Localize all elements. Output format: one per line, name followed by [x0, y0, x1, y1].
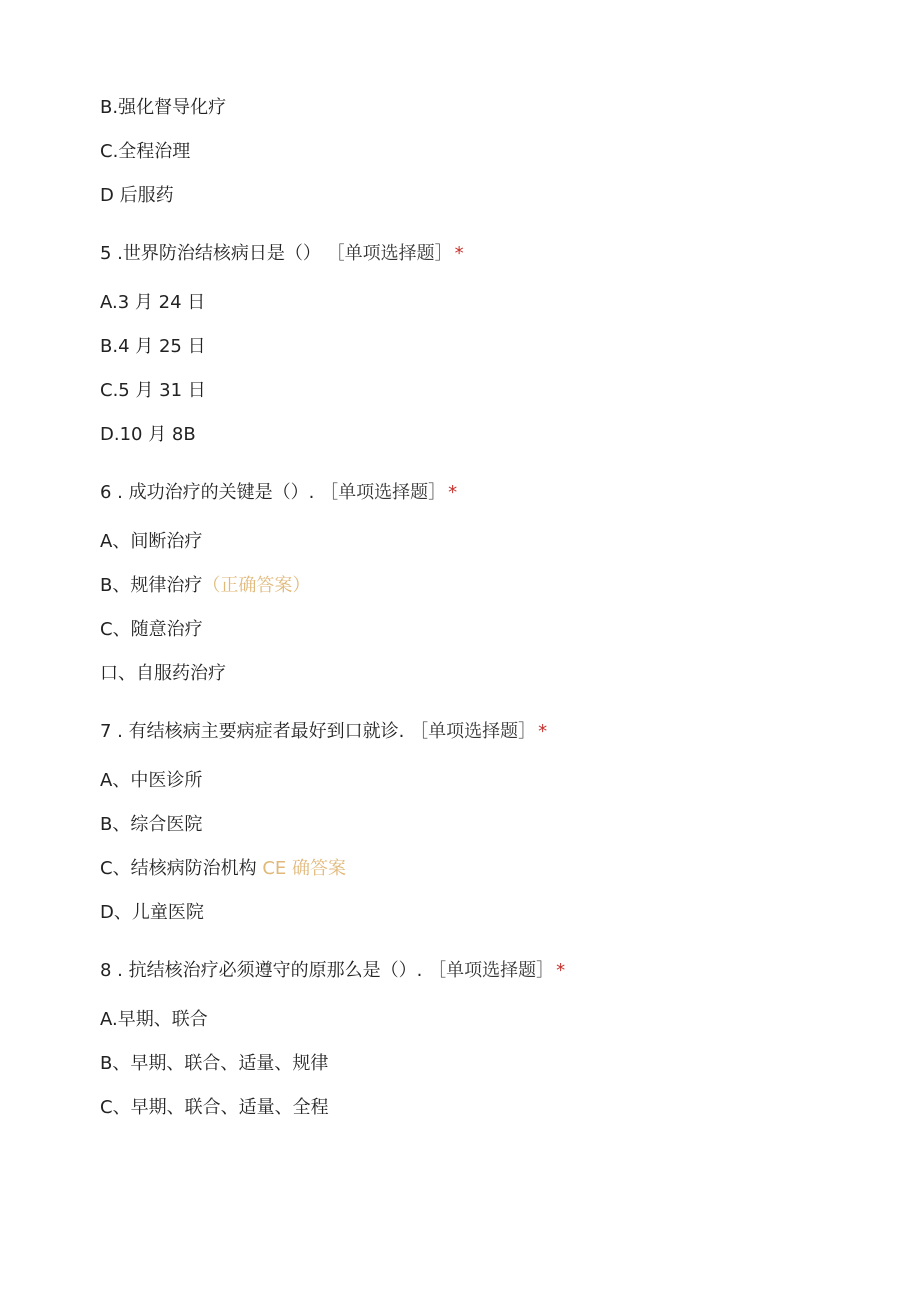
q6-option-b-label: B、规律治疗 [100, 575, 203, 596]
q5-option-c[interactable]: C.5 月 31 日 [100, 380, 206, 401]
q7-number: 7 [100, 721, 112, 742]
q7-text: . 有结核病主要病症者最好到口就诊. [111, 721, 405, 742]
q5-required-mark: * [454, 243, 464, 264]
q5-title [100, 242, 464, 266]
q7-option-a[interactable]: A、中医诊所 [100, 770, 203, 791]
q7-correct-answer-note: CE 确答案 [262, 858, 346, 879]
q7-type-tag: ［单项选择题］ [410, 721, 537, 742]
q5-option-d[interactable]: D.10 月 8B [100, 424, 196, 445]
q5-type-tag: ［单项选择题］ [326, 243, 453, 264]
q8-number: 8 [100, 960, 112, 981]
q8-option-b[interactable]: B、早期、联合、适量、规律 [100, 1053, 329, 1074]
q7-option-c-label: C、结核病防治机构 [100, 858, 257, 879]
q6-option-b[interactable] [100, 574, 310, 598]
q8-type-tag: ［单项选择题］ [428, 960, 555, 981]
q8-option-a[interactable]: A.早期、联合 [100, 1009, 208, 1030]
q7-option-d[interactable]: D、儿童医院 [100, 902, 204, 923]
q8-title [100, 959, 565, 983]
q4-option-b[interactable]: B.强化督导化疗 [100, 97, 227, 118]
q7-title [100, 720, 547, 744]
q5-number: 5 [100, 243, 112, 264]
q6-title [100, 481, 457, 505]
q6-correct-answer-note: （正确答案） [202, 575, 311, 596]
q7-option-b[interactable]: B、综合医院 [100, 814, 203, 835]
q4-option-d[interactable]: D 后服药 [100, 185, 174, 206]
q6-required-mark: * [448, 482, 458, 503]
q7-required-mark: * [538, 721, 548, 742]
q6-option-d[interactable]: 口、自服药治疗 [100, 663, 226, 684]
q6-number: 6 [100, 482, 112, 503]
q7-option-c[interactable] [100, 857, 346, 881]
q5-option-b[interactable]: B.4 月 25 日 [100, 336, 206, 357]
q8-text: . 抗结核治疗必须遵守的原那么是（）. [111, 960, 423, 981]
q8-required-mark: * [556, 960, 566, 981]
q5-text: .世界防治结核病日是（） [111, 243, 321, 264]
q5-option-a[interactable]: A.3 月 24 日 [100, 292, 206, 313]
q6-option-a[interactable]: A、间断治疗 [100, 531, 203, 552]
q6-option-c[interactable]: C、随意治疗 [100, 619, 203, 640]
q6-type-tag: ［单项选择题］ [320, 482, 447, 503]
q4-option-c[interactable]: C.全程治理 [100, 141, 191, 162]
q6-text: . 成功治疗的关键是（）. [111, 482, 315, 503]
q8-option-c[interactable]: C、早期、联合、适量、全程 [100, 1097, 329, 1118]
